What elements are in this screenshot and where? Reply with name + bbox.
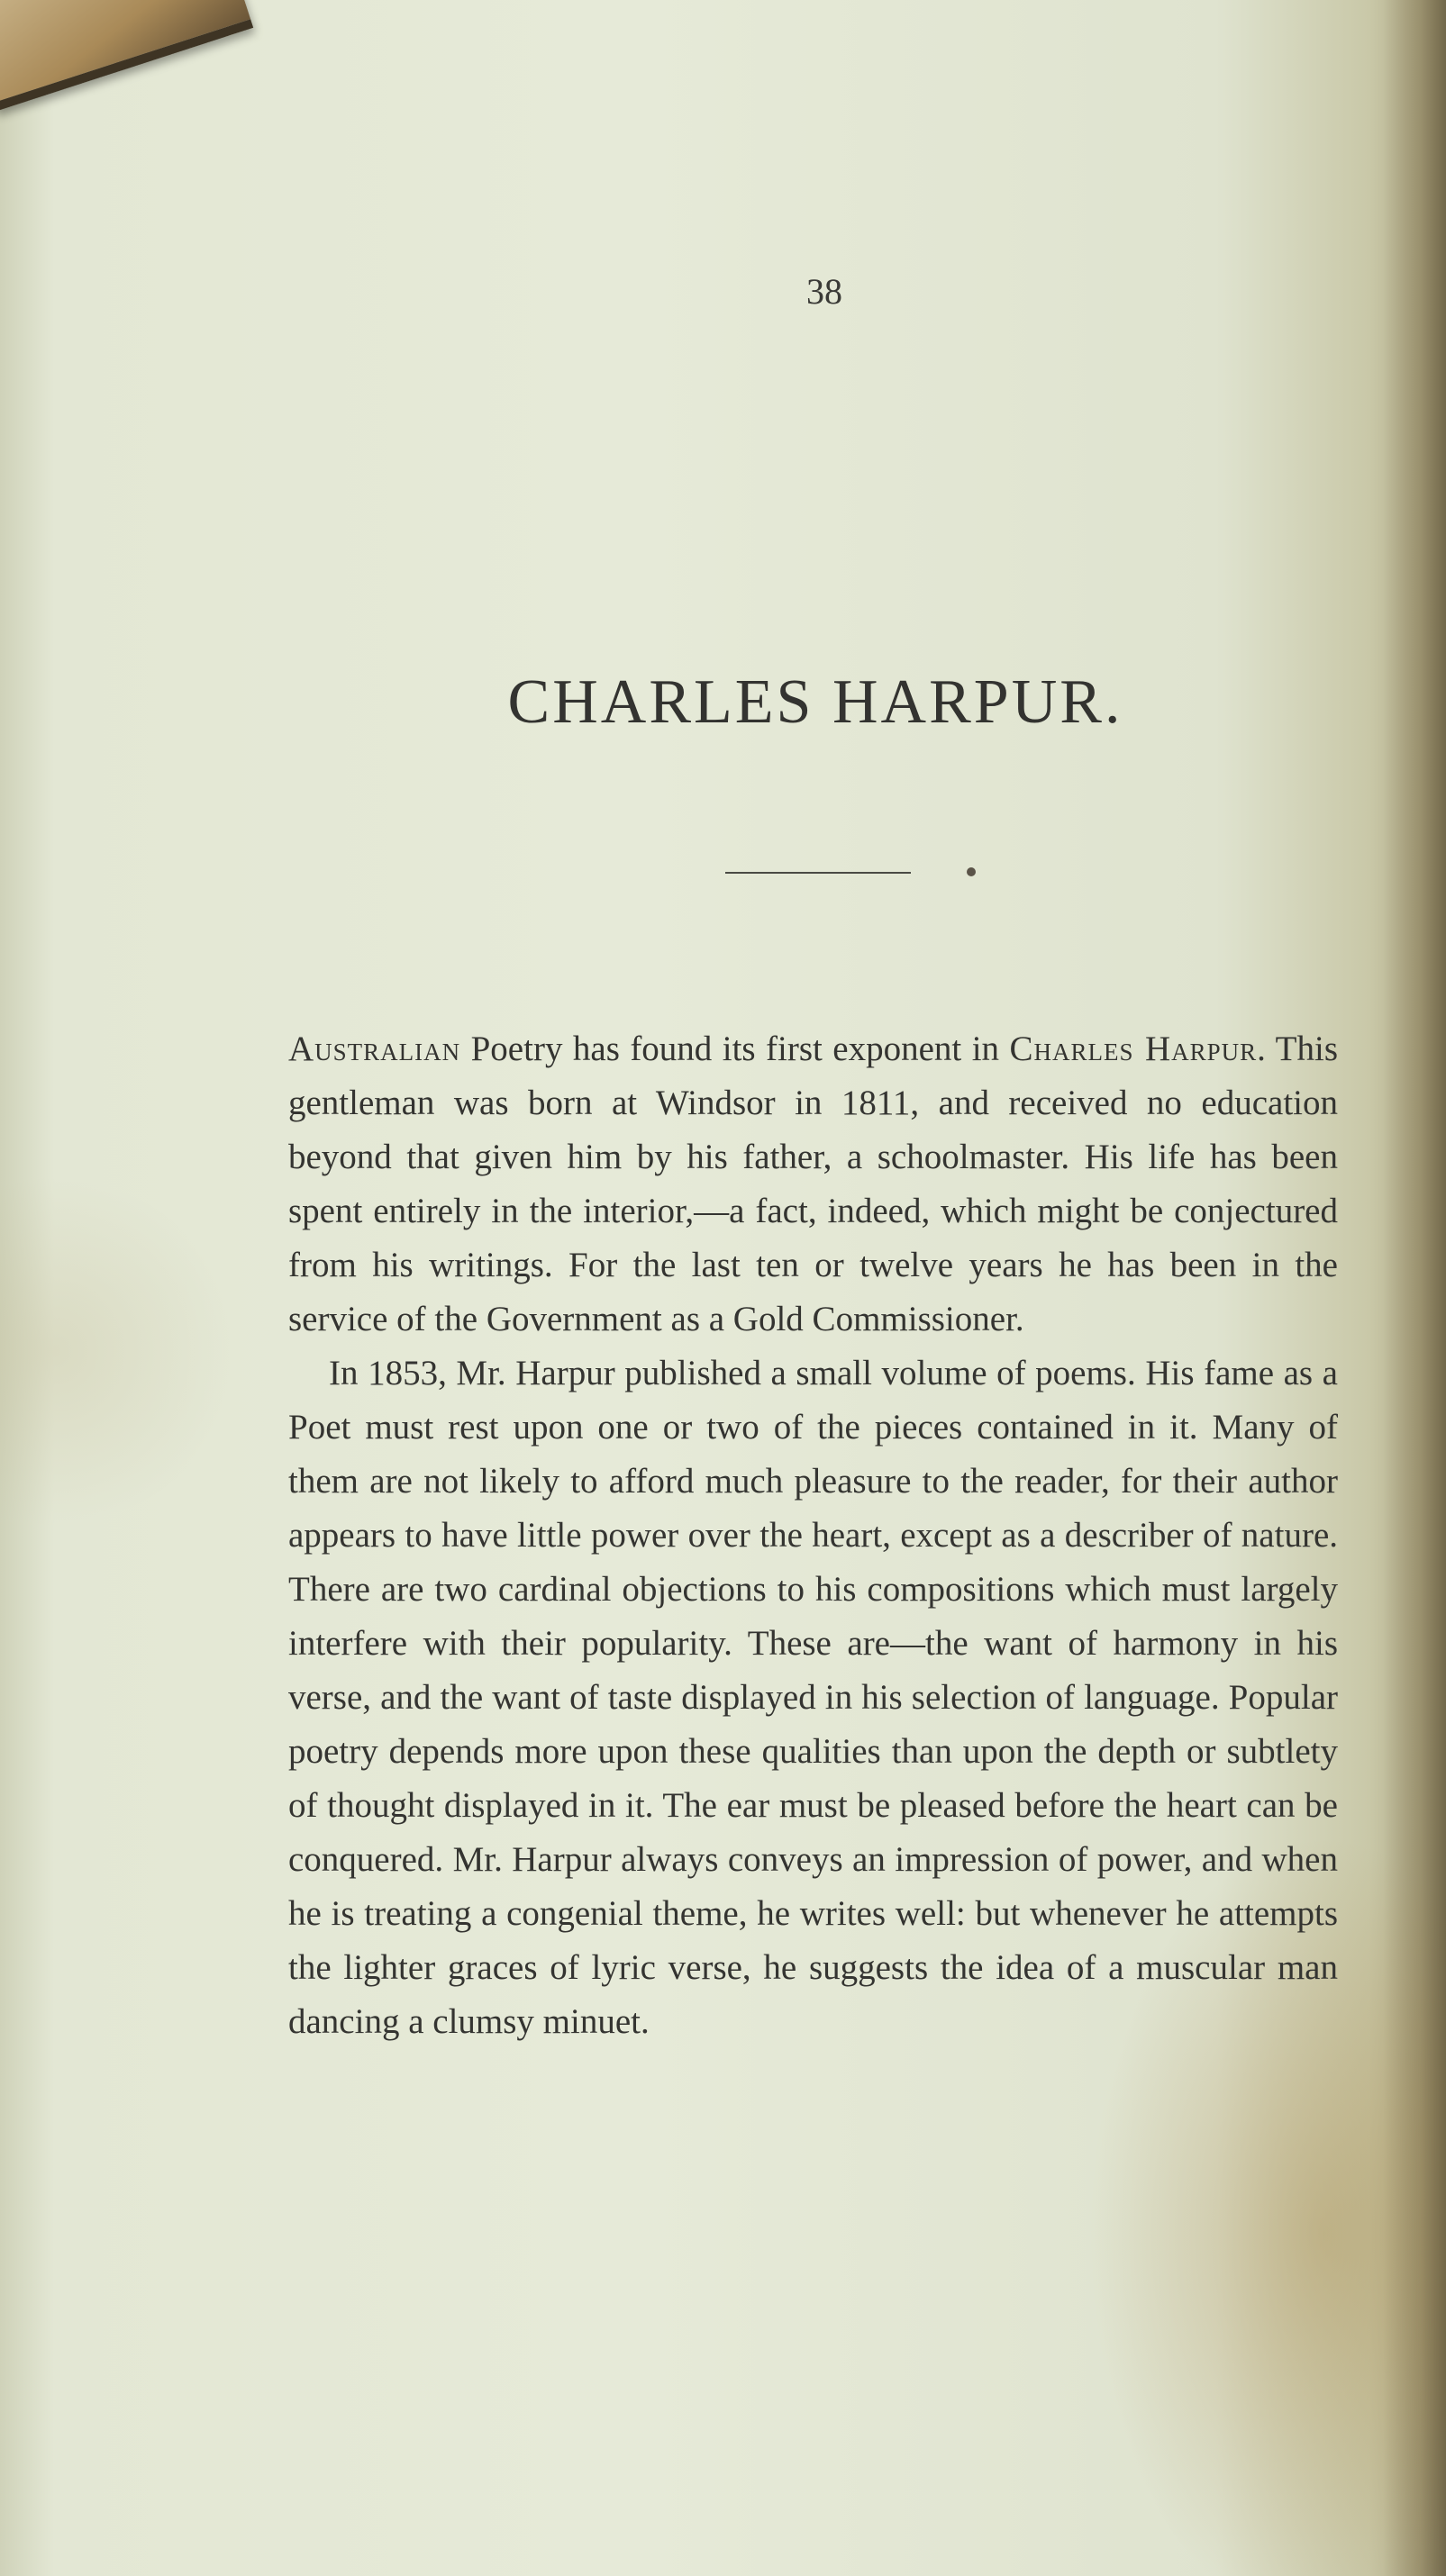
chapter-title: CHARLES HARPUR. (507, 667, 1123, 737)
divider-dot (967, 867, 976, 876)
paragraph-1 (288, 1022, 1338, 1347)
paragraph-1-text-a: Poetry has found its first exponent in (460, 1029, 1010, 1068)
body-text (288, 1022, 1338, 2049)
page-number: 38 (806, 271, 842, 312)
binding-shadow (1383, 0, 1446, 2576)
paragraph-1-lead: Australian (288, 1029, 461, 1068)
paragraph-1-name: Charles Harpur (1009, 1029, 1258, 1068)
title-divider-rule (725, 872, 911, 874)
corner-bookmark-tab (0, 0, 253, 111)
paragraph-1-text-b: . This gentleman was born at Windsor in 1811, and received no education beyond that given him by his father, a schoolmaster. His life has been spent entirely in the interior,—a fact, indeed, which might be conjectured from his writings. For the last ten or twelve years he has been in the service of the Government as a Gold Commissioner. (288, 1029, 1338, 1338)
paragraph-2: In 1853, Mr. Harpur published a small volume of poems. His fame as a Poet must rest upon one or two of the pieces contained in it. Many of them are not likely to afford much pleasure to the reader, for their author appears to have little power over the heart, except as a describer of nature. There are two cardinal objections to his compositions which must largely interfere with their popularity. These are—the want of harmony in his verse, and the want of taste displayed in his selection of language. Popular poetry depends more upon these qualities than upon the depth or subtlety of thought displayed in it. The ear must be pleased before the heart can be conquered. Mr. Harpur always conveys an impression of power, and when he is treating a congenial theme, he writes well: but whenever he attempts the lighter graces of lyric verse, he suggests the idea of a muscular man dancing a clumsy minuet. (288, 1354, 1338, 2041)
